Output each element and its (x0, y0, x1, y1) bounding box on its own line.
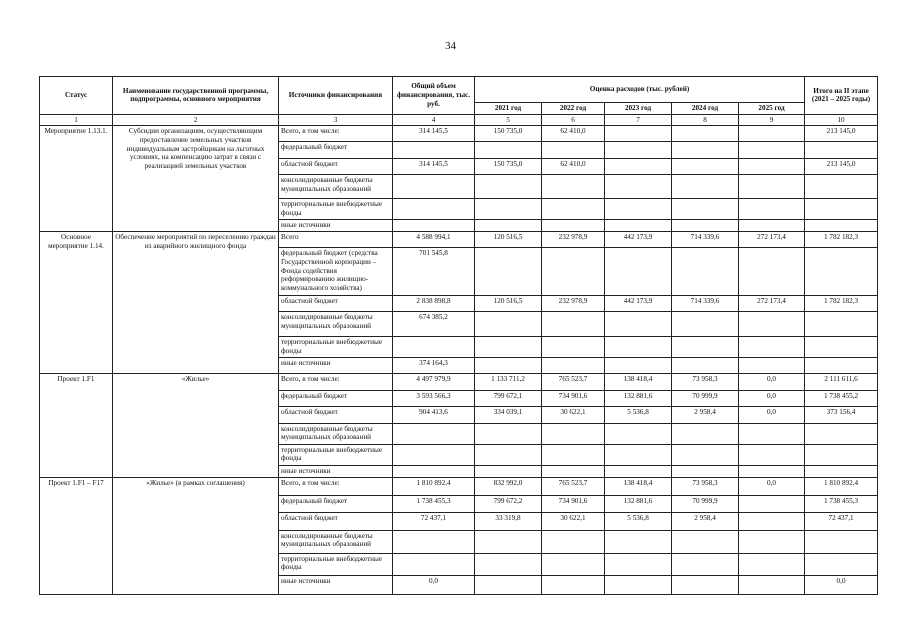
value-cell: 765 523,7 (542, 477, 605, 495)
value-cell (672, 248, 739, 296)
value-cell: 832 992,0 (475, 477, 542, 495)
value-cell: 2 958,4 (672, 512, 739, 530)
value-cell (605, 199, 672, 220)
value-cell (475, 337, 542, 357)
value-cell: 0,0 (805, 575, 878, 594)
program-name-cell: «Жилье» (в рамках соглашения) (113, 477, 279, 594)
value-cell: 72 437,1 (393, 512, 475, 530)
value-cell: 272 173,4 (739, 232, 805, 248)
value-cell (393, 337, 475, 357)
column-index: 10 (805, 114, 878, 126)
value-cell: 0,0 (739, 390, 805, 406)
value-cell: 674 385,2 (393, 312, 475, 337)
source-cell: территориальные внебюджетные фонды (279, 553, 393, 575)
value-cell (672, 312, 739, 337)
value-cell: 138 418,4 (605, 477, 672, 495)
header-stage-total: Итого на II этапе (2021 – 2025 годы) (805, 77, 878, 115)
value-cell (739, 512, 805, 530)
value-cell (393, 465, 475, 477)
value-cell: 232 978,9 (542, 232, 605, 248)
status-cell: Проект 1.F1 – F17 (40, 477, 113, 594)
value-cell (542, 142, 605, 159)
value-cell (605, 312, 672, 337)
value-cell (805, 444, 878, 465)
program-name-cell: Обеспечение мероприятий по переселению граждан из аварийного жилищного фонда (113, 232, 279, 373)
value-cell: 5 536,8 (605, 512, 672, 530)
value-cell (475, 530, 542, 553)
value-cell (739, 159, 805, 175)
value-cell (739, 444, 805, 465)
value-cell: 73 958,3 (672, 373, 739, 390)
value-cell (475, 575, 542, 594)
value-cell (739, 126, 805, 142)
value-cell: 2 111 611,6 (805, 373, 878, 390)
value-cell (739, 220, 805, 232)
source-cell: территориальные внебюджетные фонды (279, 444, 393, 465)
value-cell: 442 173,9 (605, 232, 672, 248)
value-cell (672, 530, 739, 553)
source-cell: федеральный бюджет (средства Государственной корпорации – Фонда содействия реформированию жилищно-коммунального хозяйства) (279, 248, 393, 296)
value-cell: 799 672,2 (475, 495, 542, 512)
value-cell: 5 536,8 (605, 406, 672, 423)
table-row (40, 373, 878, 390)
status-cell: Мероприятие 1.13.1. (40, 126, 113, 232)
value-cell (739, 357, 805, 373)
source-cell: территориальные внебюджетные фонды (279, 199, 393, 220)
header-year: 2023 год (605, 103, 672, 115)
value-cell (605, 220, 672, 232)
value-cell: 1 810 892,4 (805, 477, 878, 495)
value-cell (672, 553, 739, 575)
value-cell (672, 423, 739, 444)
source-cell: иные источники (279, 220, 393, 232)
value-cell (475, 357, 542, 373)
source-cell: консолидированные бюджеты муниципальных образований (279, 423, 393, 444)
value-cell (805, 357, 878, 373)
value-cell (605, 159, 672, 175)
value-cell: 1 738 455,3 (805, 495, 878, 512)
value-cell (805, 423, 878, 444)
value-cell: 904 413,6 (393, 406, 475, 423)
value-cell (672, 444, 739, 465)
value-cell: 0,0 (393, 575, 475, 594)
table-row (40, 477, 878, 495)
value-cell: 120 516,5 (475, 296, 542, 312)
value-cell: 4 588 994,1 (393, 232, 475, 248)
value-cell (393, 142, 475, 159)
source-cell: федеральный бюджет (279, 142, 393, 159)
value-cell: 73 958,3 (672, 477, 739, 495)
column-index: 7 (605, 114, 672, 126)
value-cell (542, 575, 605, 594)
value-cell (739, 199, 805, 220)
header-total: Общий объем финансирования, тыс. руб. (393, 77, 475, 115)
value-cell (475, 220, 542, 232)
page-number: 34 (445, 40, 456, 52)
value-cell: 374 164,3 (393, 357, 475, 373)
value-cell: 30 622,1 (542, 512, 605, 530)
value-cell (393, 220, 475, 232)
value-cell: 701 545,8 (393, 248, 475, 296)
value-cell: 232 978,9 (542, 296, 605, 312)
value-cell (393, 199, 475, 220)
value-cell (805, 553, 878, 575)
status-cell: Проект 1.F1 (40, 373, 113, 477)
value-cell (542, 199, 605, 220)
value-cell (542, 357, 605, 373)
source-cell: консолидированные бюджеты муниципальных образований (279, 175, 393, 199)
value-cell: 1 782 182,3 (805, 232, 878, 248)
value-cell (542, 423, 605, 444)
value-cell: 62 410,0 (542, 159, 605, 175)
value-cell (805, 199, 878, 220)
value-cell (475, 553, 542, 575)
header-estimate: Оценка расходов (тыс. рублей) (475, 77, 805, 103)
header-sources: Источники финансирования (279, 77, 393, 115)
value-cell (739, 248, 805, 296)
value-cell (542, 220, 605, 232)
value-cell (605, 575, 672, 594)
program-name-cell: Субсидии организациям, осуществляющим предоставление земельных участков индивидуальным застройщикам на льготных условиях, на компенсацию затрат в связи с реализацией земельных участков (113, 126, 279, 232)
column-index: 4 (393, 114, 475, 126)
source-cell: областной бюджет (279, 512, 393, 530)
value-cell: 442 173,9 (605, 296, 672, 312)
source-cell: федеральный бюджет (279, 495, 393, 512)
value-cell: 213 145,0 (805, 159, 878, 175)
header-year: 2025 год (739, 103, 805, 115)
value-cell (475, 312, 542, 337)
value-cell (805, 530, 878, 553)
source-cell: территориальные внебюджетные фонды (279, 337, 393, 357)
value-cell: 72 437,1 (805, 512, 878, 530)
value-cell (739, 465, 805, 477)
header-year: 2021 год (475, 103, 542, 115)
column-index: 8 (672, 114, 739, 126)
value-cell: 734 901,6 (542, 495, 605, 512)
value-cell: 120 516,5 (475, 232, 542, 248)
value-cell (605, 530, 672, 553)
header-year: 2024 год (672, 103, 739, 115)
source-cell: иные источники (279, 357, 393, 373)
value-cell (542, 175, 605, 199)
source-cell: Всего, в том числе: (279, 373, 393, 390)
value-cell: 213 145,0 (805, 126, 878, 142)
value-cell (542, 312, 605, 337)
value-cell: 373 156,4 (805, 406, 878, 423)
value-cell (475, 199, 542, 220)
value-cell (393, 530, 475, 553)
value-cell: 0,0 (739, 406, 805, 423)
value-cell (739, 495, 805, 512)
value-cell (475, 444, 542, 465)
column-index: 1 (40, 114, 113, 126)
value-cell (605, 357, 672, 373)
column-index: 6 (542, 114, 605, 126)
column-index: 9 (739, 114, 805, 126)
value-cell: 4 497 979,9 (393, 373, 475, 390)
value-cell (605, 465, 672, 477)
source-cell: областной бюджет (279, 159, 393, 175)
value-cell (672, 199, 739, 220)
value-cell (605, 444, 672, 465)
source-cell: иные источники (279, 465, 393, 477)
value-cell (739, 423, 805, 444)
value-cell: 314 145,5 (393, 126, 475, 142)
value-cell (739, 530, 805, 553)
value-cell (605, 553, 672, 575)
value-cell (475, 465, 542, 477)
value-cell: 765 523,7 (542, 373, 605, 390)
value-cell (475, 248, 542, 296)
value-cell (542, 553, 605, 575)
financing-table (39, 76, 878, 595)
value-cell (542, 337, 605, 357)
value-cell: 1 133 711,2 (475, 373, 542, 390)
value-cell (805, 175, 878, 199)
value-cell (805, 465, 878, 477)
value-cell: 70 999,9 (672, 495, 739, 512)
value-cell: 138 418,4 (605, 373, 672, 390)
value-cell (605, 126, 672, 142)
value-cell (605, 175, 672, 199)
value-cell (805, 312, 878, 337)
value-cell: 0,0 (739, 373, 805, 390)
value-cell (542, 248, 605, 296)
value-cell (805, 337, 878, 357)
source-cell: консолидированные бюджеты муниципальных образований (279, 530, 393, 553)
source-cell: консолидированные бюджеты муниципальных образований (279, 312, 393, 337)
value-cell: 3 593 566,3 (393, 390, 475, 406)
value-cell (739, 312, 805, 337)
value-cell (475, 423, 542, 444)
value-cell (672, 159, 739, 175)
value-cell: 1 810 892,4 (393, 477, 475, 495)
value-cell (805, 142, 878, 159)
value-cell: 132 881,6 (605, 495, 672, 512)
value-cell: 1 738 455,2 (805, 390, 878, 406)
value-cell (542, 530, 605, 553)
value-cell (475, 142, 542, 159)
value-cell: 62 410,0 (542, 126, 605, 142)
program-name-cell: «Жилье» (113, 373, 279, 477)
value-cell: 334 039,1 (475, 406, 542, 423)
value-cell: 272 173,4 (739, 296, 805, 312)
value-cell: 714 339,6 (672, 232, 739, 248)
value-cell (605, 337, 672, 357)
column-index: 5 (475, 114, 542, 126)
header-status: Статус (40, 77, 113, 115)
source-cell: Всего, в том числе: (279, 126, 393, 142)
value-cell (542, 465, 605, 477)
value-cell (672, 337, 739, 357)
value-cell (605, 142, 672, 159)
value-cell: 2 838 898,8 (393, 296, 475, 312)
value-cell: 70 999,9 (672, 390, 739, 406)
value-cell: 132 881,6 (605, 390, 672, 406)
status-cell: Основное мероприятие 1.14. (40, 232, 113, 373)
header-year: 2022 год (542, 103, 605, 115)
value-cell (672, 175, 739, 199)
value-cell (605, 423, 672, 444)
value-cell (672, 575, 739, 594)
header-program: Наименование государственной программы, подпрограммы, основного мероприятия (113, 77, 279, 115)
value-cell: 1 738 455,3 (393, 495, 475, 512)
value-cell (805, 220, 878, 232)
value-cell (393, 175, 475, 199)
source-cell: Всего, в том числе: (279, 477, 393, 495)
value-cell (672, 465, 739, 477)
value-cell (542, 444, 605, 465)
value-cell (739, 575, 805, 594)
source-cell: областной бюджет (279, 406, 393, 423)
source-cell: областной бюджет (279, 296, 393, 312)
value-cell: 0,0 (739, 477, 805, 495)
value-cell (393, 423, 475, 444)
source-cell: Всего (279, 232, 393, 248)
value-cell (475, 175, 542, 199)
value-cell (393, 553, 475, 575)
column-index-row (40, 114, 878, 126)
value-cell: 2 958,4 (672, 406, 739, 423)
source-cell: иные источники (279, 575, 393, 594)
column-index: 2 (113, 114, 279, 126)
value-cell (393, 444, 475, 465)
value-cell: 799 672,1 (475, 390, 542, 406)
column-index: 3 (279, 114, 393, 126)
value-cell (739, 142, 805, 159)
value-cell: 150 735,0 (475, 159, 542, 175)
value-cell: 150 735,0 (475, 126, 542, 142)
value-cell: 714 339,6 (672, 296, 739, 312)
value-cell: 1 782 182,3 (805, 296, 878, 312)
table-row (40, 126, 878, 142)
value-cell (672, 126, 739, 142)
value-cell: 30 622,1 (542, 406, 605, 423)
value-cell (805, 248, 878, 296)
value-cell: 734 901,6 (542, 390, 605, 406)
table-row (40, 232, 878, 248)
value-cell: 33 319,8 (475, 512, 542, 530)
value-cell (739, 175, 805, 199)
value-cell (672, 220, 739, 232)
value-cell (739, 337, 805, 357)
value-cell (672, 357, 739, 373)
source-cell: федеральный бюджет (279, 390, 393, 406)
value-cell (605, 248, 672, 296)
value-cell (739, 553, 805, 575)
value-cell (672, 142, 739, 159)
value-cell: 314 145,5 (393, 159, 475, 175)
